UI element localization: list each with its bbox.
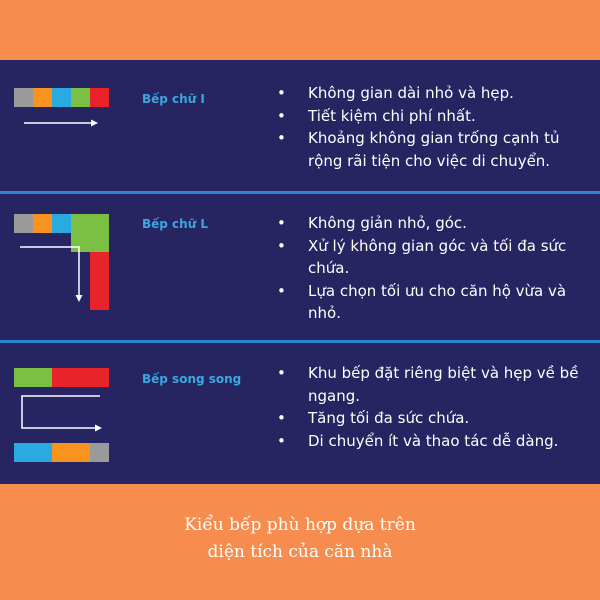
list-item: • Khoảng không gian trống cạnh tủ rộng rãi tiện cho việc di chuyển.	[277, 129, 560, 170]
caption-line-1: Kiểu bếp phù hợp dựa trên	[184, 515, 416, 535]
parallel-kitchen-icon	[14, 368, 110, 464]
caption	[0, 484, 600, 600]
bullet-list-parallel-kitchen	[276, 362, 586, 452]
list-item: • Xử lý không gian góc và tối đa sức chứa.	[277, 236, 567, 277]
i-shaped-kitchen-icon	[14, 88, 110, 132]
section-divider	[0, 191, 600, 194]
caption-line-2: diện tích của căn nhà	[207, 542, 393, 562]
bullet-list-l-kitchen	[276, 212, 586, 325]
section-label-parallel-kitchen: Bếp song song	[142, 372, 242, 386]
list-item: • Lựa chọn tối ưu cho căn hộ vừa và nhỏ.	[277, 281, 567, 322]
list-item: • Không gian dài nhỏ và hẹp.	[277, 84, 514, 102]
list-item: • Tăng tối đa sức chứa.	[277, 409, 470, 427]
list-item: • Di chuyển ít và thao tác dễ dàng.	[277, 431, 559, 450]
bullet-list-i-kitchen	[276, 82, 586, 172]
section-label-l-kitchen: Bếp chữ L	[142, 217, 209, 231]
section-divider	[0, 340, 600, 343]
list-item: • Không giản nhỏ, góc.	[277, 214, 467, 232]
list-item: • Khu bếp đặt riêng biệt và hẹp về bề ngang.	[277, 364, 579, 405]
section-label-i-kitchen: Bếp chữ I	[142, 92, 205, 106]
list-item: • Tiết kiệm chi phí nhất.	[277, 106, 476, 125]
l-shaped-kitchen-icon	[14, 214, 110, 312]
